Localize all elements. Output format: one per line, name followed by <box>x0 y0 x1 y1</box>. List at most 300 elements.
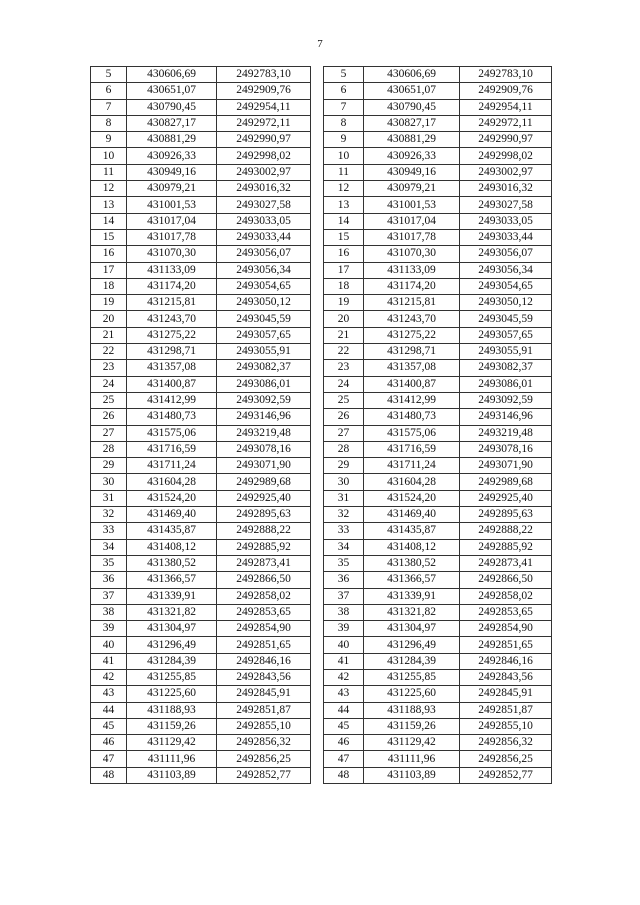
x-coordinate-cell: 431408,12 <box>364 539 460 555</box>
table-row <box>91 115 311 131</box>
table-row <box>324 344 552 360</box>
y-coordinate-cell: 2493082,37 <box>217 360 311 376</box>
y-coordinate-cell: 2493054,65 <box>460 278 552 294</box>
table-row <box>91 425 311 441</box>
point-number-cell: 20 <box>324 311 364 327</box>
x-coordinate-cell: 431275,22 <box>364 327 460 343</box>
table-row <box>324 735 552 751</box>
point-number-cell: 24 <box>91 376 127 392</box>
point-number-cell: 43 <box>324 686 364 702</box>
y-coordinate-cell: 2492783,10 <box>217 67 311 83</box>
table-row <box>324 164 552 180</box>
x-coordinate-cell: 431480,73 <box>127 409 217 425</box>
y-coordinate-cell: 2493086,01 <box>217 376 311 392</box>
point-number-cell: 26 <box>91 409 127 425</box>
y-coordinate-cell: 2492854,90 <box>217 621 311 637</box>
table-row <box>324 99 552 115</box>
table-row <box>324 751 552 767</box>
point-number-cell: 12 <box>324 181 364 197</box>
y-coordinate-cell: 2492866,50 <box>217 572 311 588</box>
y-coordinate-cell: 2493056,34 <box>217 262 311 278</box>
x-coordinate-cell: 430926,33 <box>364 148 460 164</box>
table-row <box>324 360 552 376</box>
table-row <box>324 197 552 213</box>
point-number-cell: 5 <box>324 67 364 83</box>
y-coordinate-cell: 2492843,56 <box>460 669 552 685</box>
table-row <box>324 148 552 164</box>
y-coordinate-cell: 2493002,97 <box>460 164 552 180</box>
point-number-cell: 34 <box>324 539 364 555</box>
table-row <box>324 718 552 734</box>
x-coordinate-cell: 431129,42 <box>127 735 217 751</box>
point-number-cell: 35 <box>91 555 127 571</box>
y-coordinate-cell: 2493056,07 <box>460 246 552 262</box>
table-row <box>324 425 552 441</box>
x-coordinate-cell: 430606,69 <box>364 67 460 83</box>
x-coordinate-cell: 431524,20 <box>127 490 217 506</box>
point-number-cell: 45 <box>91 718 127 734</box>
point-number-cell: 46 <box>324 735 364 751</box>
point-number-cell: 14 <box>91 213 127 229</box>
point-number-cell: 13 <box>324 197 364 213</box>
y-coordinate-cell: 2493146,96 <box>217 409 311 425</box>
point-number-cell: 30 <box>324 474 364 490</box>
y-coordinate-cell: 2492851,87 <box>460 702 552 718</box>
table-row <box>91 653 311 669</box>
table-row <box>324 213 552 229</box>
x-coordinate-cell: 430790,45 <box>364 99 460 115</box>
x-coordinate-cell: 430827,17 <box>364 115 460 131</box>
table-row <box>91 718 311 734</box>
x-coordinate-cell: 431017,04 <box>127 213 217 229</box>
x-coordinate-cell: 431159,26 <box>364 718 460 734</box>
y-coordinate-cell: 2492998,02 <box>217 148 311 164</box>
point-number-cell: 30 <box>91 474 127 490</box>
x-coordinate-cell: 430979,21 <box>364 181 460 197</box>
x-coordinate-cell: 431716,59 <box>127 441 217 457</box>
y-coordinate-cell: 2493027,58 <box>460 197 552 213</box>
x-coordinate-cell: 431412,99 <box>364 392 460 408</box>
point-number-cell: 16 <box>324 246 364 262</box>
x-coordinate-cell: 431321,82 <box>364 604 460 620</box>
y-coordinate-cell: 2492843,56 <box>217 669 311 685</box>
y-coordinate-cell: 2492851,87 <box>217 702 311 718</box>
point-number-cell: 9 <box>91 132 127 148</box>
x-coordinate-cell: 430979,21 <box>127 181 217 197</box>
table-row <box>324 311 552 327</box>
y-coordinate-cell: 2493055,91 <box>217 344 311 360</box>
point-number-cell: 37 <box>324 588 364 604</box>
point-number-cell: 34 <box>91 539 127 555</box>
x-coordinate-cell: 431188,93 <box>364 702 460 718</box>
y-coordinate-cell: 2492852,77 <box>217 767 311 783</box>
point-number-cell: 28 <box>324 441 364 457</box>
table-row <box>91 392 311 408</box>
y-coordinate-cell: 2493033,44 <box>217 229 311 245</box>
y-coordinate-cell: 2492885,92 <box>460 539 552 555</box>
y-coordinate-cell: 2492989,68 <box>217 474 311 490</box>
table-row <box>91 83 311 99</box>
point-number-cell: 23 <box>324 360 364 376</box>
x-coordinate-cell: 431304,97 <box>127 621 217 637</box>
table-row <box>324 523 552 539</box>
table-row <box>91 458 311 474</box>
table-row <box>91 229 311 245</box>
table-row <box>324 83 552 99</box>
y-coordinate-cell: 2492858,02 <box>217 588 311 604</box>
x-coordinate-cell: 431070,30 <box>127 246 217 262</box>
table-row <box>91 67 311 83</box>
table-row <box>91 539 311 555</box>
x-coordinate-cell: 431174,20 <box>364 278 460 294</box>
point-number-cell: 17 <box>324 262 364 278</box>
y-coordinate-cell: 2492854,90 <box>460 621 552 637</box>
y-coordinate-cell: 2492989,68 <box>460 474 552 490</box>
table-row <box>324 686 552 702</box>
point-number-cell: 20 <box>91 311 127 327</box>
point-number-cell: 21 <box>324 327 364 343</box>
y-coordinate-cell: 2492885,92 <box>217 539 311 555</box>
y-coordinate-cell: 2492954,11 <box>460 99 552 115</box>
point-number-cell: 22 <box>324 344 364 360</box>
x-coordinate-cell: 431716,59 <box>364 441 460 457</box>
y-coordinate-cell: 2492873,41 <box>460 555 552 571</box>
page-number: 7 <box>317 38 323 50</box>
y-coordinate-cell: 2493054,65 <box>217 278 311 294</box>
point-number-cell: 44 <box>91 702 127 718</box>
point-number-cell: 38 <box>324 604 364 620</box>
x-coordinate-cell: 430606,69 <box>127 67 217 83</box>
x-coordinate-cell: 431159,26 <box>127 718 217 734</box>
x-coordinate-cell: 431017,78 <box>127 229 217 245</box>
point-number-cell: 11 <box>324 164 364 180</box>
table-row <box>91 181 311 197</box>
y-coordinate-cell: 2492895,63 <box>460 507 552 523</box>
point-number-cell: 17 <box>91 262 127 278</box>
y-coordinate-cell: 2492845,91 <box>460 686 552 702</box>
table-row <box>91 637 311 653</box>
x-coordinate-cell: 431133,09 <box>127 262 217 278</box>
x-coordinate-cell: 431480,73 <box>364 409 460 425</box>
table-row <box>91 148 311 164</box>
y-coordinate-cell: 2492972,11 <box>217 115 311 131</box>
point-number-cell: 36 <box>91 572 127 588</box>
x-coordinate-cell: 431435,87 <box>364 523 460 539</box>
coordinates-table-right <box>323 66 552 784</box>
y-coordinate-cell: 2493071,90 <box>217 458 311 474</box>
table-row <box>91 311 311 327</box>
table-row <box>324 507 552 523</box>
y-coordinate-cell: 2492888,22 <box>460 523 552 539</box>
point-number-cell: 27 <box>91 425 127 441</box>
point-number-cell: 37 <box>91 588 127 604</box>
point-number-cell: 42 <box>91 669 127 685</box>
x-coordinate-cell: 431304,97 <box>364 621 460 637</box>
y-coordinate-cell: 2492990,97 <box>460 132 552 148</box>
table-row <box>91 474 311 490</box>
x-coordinate-cell: 431001,53 <box>364 197 460 213</box>
table-row <box>324 115 552 131</box>
table-row <box>91 441 311 457</box>
x-coordinate-cell: 430827,17 <box>127 115 217 131</box>
table-row <box>324 181 552 197</box>
y-coordinate-cell: 2493082,37 <box>460 360 552 376</box>
point-number-cell: 27 <box>324 425 364 441</box>
table-row <box>91 278 311 294</box>
x-coordinate-cell: 431225,60 <box>127 686 217 702</box>
y-coordinate-cell: 2493050,12 <box>217 295 311 311</box>
y-coordinate-cell: 2492873,41 <box>217 555 311 571</box>
table-row <box>324 539 552 555</box>
x-coordinate-cell: 431129,42 <box>364 735 460 751</box>
x-coordinate-cell: 431357,08 <box>127 360 217 376</box>
x-coordinate-cell: 431243,70 <box>127 311 217 327</box>
y-coordinate-cell: 2492925,40 <box>460 490 552 506</box>
point-number-cell: 22 <box>91 344 127 360</box>
point-number-cell: 16 <box>91 246 127 262</box>
y-coordinate-cell: 2493057,65 <box>217 327 311 343</box>
y-coordinate-cell: 2492925,40 <box>217 490 311 506</box>
point-number-cell: 48 <box>324 767 364 783</box>
x-coordinate-cell: 431298,71 <box>364 344 460 360</box>
y-coordinate-cell: 2492888,22 <box>217 523 311 539</box>
x-coordinate-cell: 431339,91 <box>127 588 217 604</box>
table-row <box>324 441 552 457</box>
x-coordinate-cell: 431103,89 <box>127 767 217 783</box>
x-coordinate-cell: 431435,87 <box>127 523 217 539</box>
table-row <box>91 376 311 392</box>
table-row <box>91 262 311 278</box>
y-coordinate-cell: 2492853,65 <box>460 604 552 620</box>
point-number-cell: 13 <box>91 197 127 213</box>
y-coordinate-cell: 2493027,58 <box>217 197 311 213</box>
y-coordinate-cell: 2493045,59 <box>217 311 311 327</box>
x-coordinate-cell: 430926,33 <box>127 148 217 164</box>
y-coordinate-cell: 2492972,11 <box>460 115 552 131</box>
table-row <box>324 653 552 669</box>
table-row <box>91 360 311 376</box>
table-row <box>324 604 552 620</box>
y-coordinate-cell: 2493078,16 <box>460 441 552 457</box>
table-row <box>324 67 552 83</box>
x-coordinate-cell: 431001,53 <box>127 197 217 213</box>
table-row <box>91 409 311 425</box>
x-coordinate-cell: 431575,06 <box>364 425 460 441</box>
x-coordinate-cell: 431103,89 <box>364 767 460 783</box>
table-row <box>324 669 552 685</box>
x-coordinate-cell: 431188,93 <box>127 702 217 718</box>
x-coordinate-cell: 430790,45 <box>127 99 217 115</box>
y-coordinate-cell: 2492998,02 <box>460 148 552 164</box>
x-coordinate-cell: 431711,24 <box>364 458 460 474</box>
table-row <box>91 213 311 229</box>
x-coordinate-cell: 431412,99 <box>127 392 217 408</box>
table-row <box>91 523 311 539</box>
table-row <box>91 702 311 718</box>
x-coordinate-cell: 431017,78 <box>364 229 460 245</box>
table-row <box>324 588 552 604</box>
x-coordinate-cell: 431408,12 <box>127 539 217 555</box>
point-number-cell: 24 <box>324 376 364 392</box>
y-coordinate-cell: 2492855,10 <box>217 718 311 734</box>
table-row <box>324 490 552 506</box>
point-number-cell: 19 <box>324 295 364 311</box>
point-number-cell: 23 <box>91 360 127 376</box>
x-coordinate-cell: 430949,16 <box>127 164 217 180</box>
point-number-cell: 43 <box>91 686 127 702</box>
x-coordinate-cell: 431604,28 <box>127 474 217 490</box>
x-coordinate-cell: 431298,71 <box>127 344 217 360</box>
table-row <box>91 767 311 783</box>
y-coordinate-cell: 2493056,07 <box>217 246 311 262</box>
point-number-cell: 8 <box>91 115 127 131</box>
x-coordinate-cell: 431380,52 <box>127 555 217 571</box>
point-number-cell: 8 <box>324 115 364 131</box>
table-row <box>91 327 311 343</box>
point-number-cell: 40 <box>324 637 364 653</box>
point-number-cell: 15 <box>324 229 364 245</box>
x-coordinate-cell: 431070,30 <box>364 246 460 262</box>
point-number-cell: 40 <box>91 637 127 653</box>
point-number-cell: 47 <box>91 751 127 767</box>
x-coordinate-cell: 431366,57 <box>127 572 217 588</box>
y-coordinate-cell: 2492858,02 <box>460 588 552 604</box>
y-coordinate-cell: 2493071,90 <box>460 458 552 474</box>
y-coordinate-cell: 2492909,76 <box>217 83 311 99</box>
table-row <box>324 278 552 294</box>
x-coordinate-cell: 431321,82 <box>127 604 217 620</box>
x-coordinate-cell: 431255,85 <box>127 669 217 685</box>
point-number-cell: 46 <box>91 735 127 751</box>
point-number-cell: 45 <box>324 718 364 734</box>
x-coordinate-cell: 431225,60 <box>364 686 460 702</box>
x-coordinate-cell: 431284,39 <box>364 653 460 669</box>
x-coordinate-cell: 431711,24 <box>127 458 217 474</box>
table-row <box>324 458 552 474</box>
point-number-cell: 26 <box>324 409 364 425</box>
x-coordinate-cell: 431255,85 <box>364 669 460 685</box>
y-coordinate-cell: 2493033,44 <box>460 229 552 245</box>
x-coordinate-cell: 431174,20 <box>127 278 217 294</box>
table-row <box>324 702 552 718</box>
table-row <box>324 767 552 783</box>
y-coordinate-cell: 2492895,63 <box>217 507 311 523</box>
point-number-cell: 41 <box>91 653 127 669</box>
x-coordinate-cell: 430651,07 <box>364 83 460 99</box>
y-coordinate-cell: 2493033,05 <box>217 213 311 229</box>
table-row <box>324 409 552 425</box>
table-row <box>324 262 552 278</box>
x-coordinate-cell: 430651,07 <box>127 83 217 99</box>
point-number-cell: 10 <box>324 148 364 164</box>
y-coordinate-cell: 2493050,12 <box>460 295 552 311</box>
point-number-cell: 25 <box>324 392 364 408</box>
table-row <box>91 164 311 180</box>
x-coordinate-cell: 430881,29 <box>364 132 460 148</box>
point-number-cell: 19 <box>91 295 127 311</box>
y-coordinate-cell: 2492853,65 <box>217 604 311 620</box>
table-row <box>324 229 552 245</box>
y-coordinate-cell: 2493092,59 <box>217 392 311 408</box>
y-coordinate-cell: 2493033,05 <box>460 213 552 229</box>
point-number-cell: 32 <box>91 507 127 523</box>
x-coordinate-cell: 431604,28 <box>364 474 460 490</box>
coordinates-table-left <box>90 66 311 784</box>
x-coordinate-cell: 431296,49 <box>364 637 460 653</box>
x-coordinate-cell: 431111,96 <box>127 751 217 767</box>
x-coordinate-cell: 431469,40 <box>127 507 217 523</box>
x-coordinate-cell: 431215,81 <box>127 295 217 311</box>
x-coordinate-cell: 431400,87 <box>364 376 460 392</box>
point-number-cell: 48 <box>91 767 127 783</box>
y-coordinate-cell: 2492852,77 <box>460 767 552 783</box>
y-coordinate-cell: 2492990,97 <box>217 132 311 148</box>
table-row <box>91 621 311 637</box>
x-coordinate-cell: 431275,22 <box>127 327 217 343</box>
point-number-cell: 6 <box>91 83 127 99</box>
point-number-cell: 39 <box>324 621 364 637</box>
table-row <box>324 555 552 571</box>
point-number-cell: 25 <box>91 392 127 408</box>
point-number-cell: 29 <box>324 458 364 474</box>
table-row <box>91 686 311 702</box>
table-row <box>91 246 311 262</box>
point-number-cell: 36 <box>324 572 364 588</box>
point-number-cell: 5 <box>91 67 127 83</box>
table-row <box>91 669 311 685</box>
y-coordinate-cell: 2493016,32 <box>217 181 311 197</box>
point-number-cell: 41 <box>324 653 364 669</box>
table-row <box>91 507 311 523</box>
x-coordinate-cell: 431017,04 <box>364 213 460 229</box>
point-number-cell: 44 <box>324 702 364 718</box>
x-coordinate-cell: 431284,39 <box>127 653 217 669</box>
point-number-cell: 10 <box>91 148 127 164</box>
point-number-cell: 32 <box>324 507 364 523</box>
table-row <box>91 490 311 506</box>
x-coordinate-cell: 431380,52 <box>364 555 460 571</box>
y-coordinate-cell: 2492851,65 <box>217 637 311 653</box>
y-coordinate-cell: 2493002,97 <box>217 164 311 180</box>
y-coordinate-cell: 2492783,10 <box>460 67 552 83</box>
y-coordinate-cell: 2493045,59 <box>460 311 552 327</box>
y-coordinate-cell: 2493056,34 <box>460 262 552 278</box>
point-number-cell: 6 <box>324 83 364 99</box>
y-coordinate-cell: 2493086,01 <box>460 376 552 392</box>
y-coordinate-cell: 2492866,50 <box>460 572 552 588</box>
point-number-cell: 14 <box>324 213 364 229</box>
y-coordinate-cell: 2492954,11 <box>217 99 311 115</box>
point-number-cell: 12 <box>91 181 127 197</box>
point-number-cell: 9 <box>324 132 364 148</box>
x-coordinate-cell: 430881,29 <box>127 132 217 148</box>
x-coordinate-cell: 431366,57 <box>364 572 460 588</box>
point-number-cell: 35 <box>324 555 364 571</box>
x-coordinate-cell: 431215,81 <box>364 295 460 311</box>
x-coordinate-cell: 431111,96 <box>364 751 460 767</box>
table-row <box>91 197 311 213</box>
y-coordinate-cell: 2492855,10 <box>460 718 552 734</box>
point-number-cell: 47 <box>324 751 364 767</box>
y-coordinate-cell: 2492846,16 <box>217 653 311 669</box>
table-row <box>91 555 311 571</box>
table-row <box>91 751 311 767</box>
table-row <box>91 604 311 620</box>
x-coordinate-cell: 431133,09 <box>364 262 460 278</box>
x-coordinate-cell: 431469,40 <box>364 507 460 523</box>
x-coordinate-cell: 431296,49 <box>127 637 217 653</box>
y-coordinate-cell: 2492856,25 <box>217 751 311 767</box>
